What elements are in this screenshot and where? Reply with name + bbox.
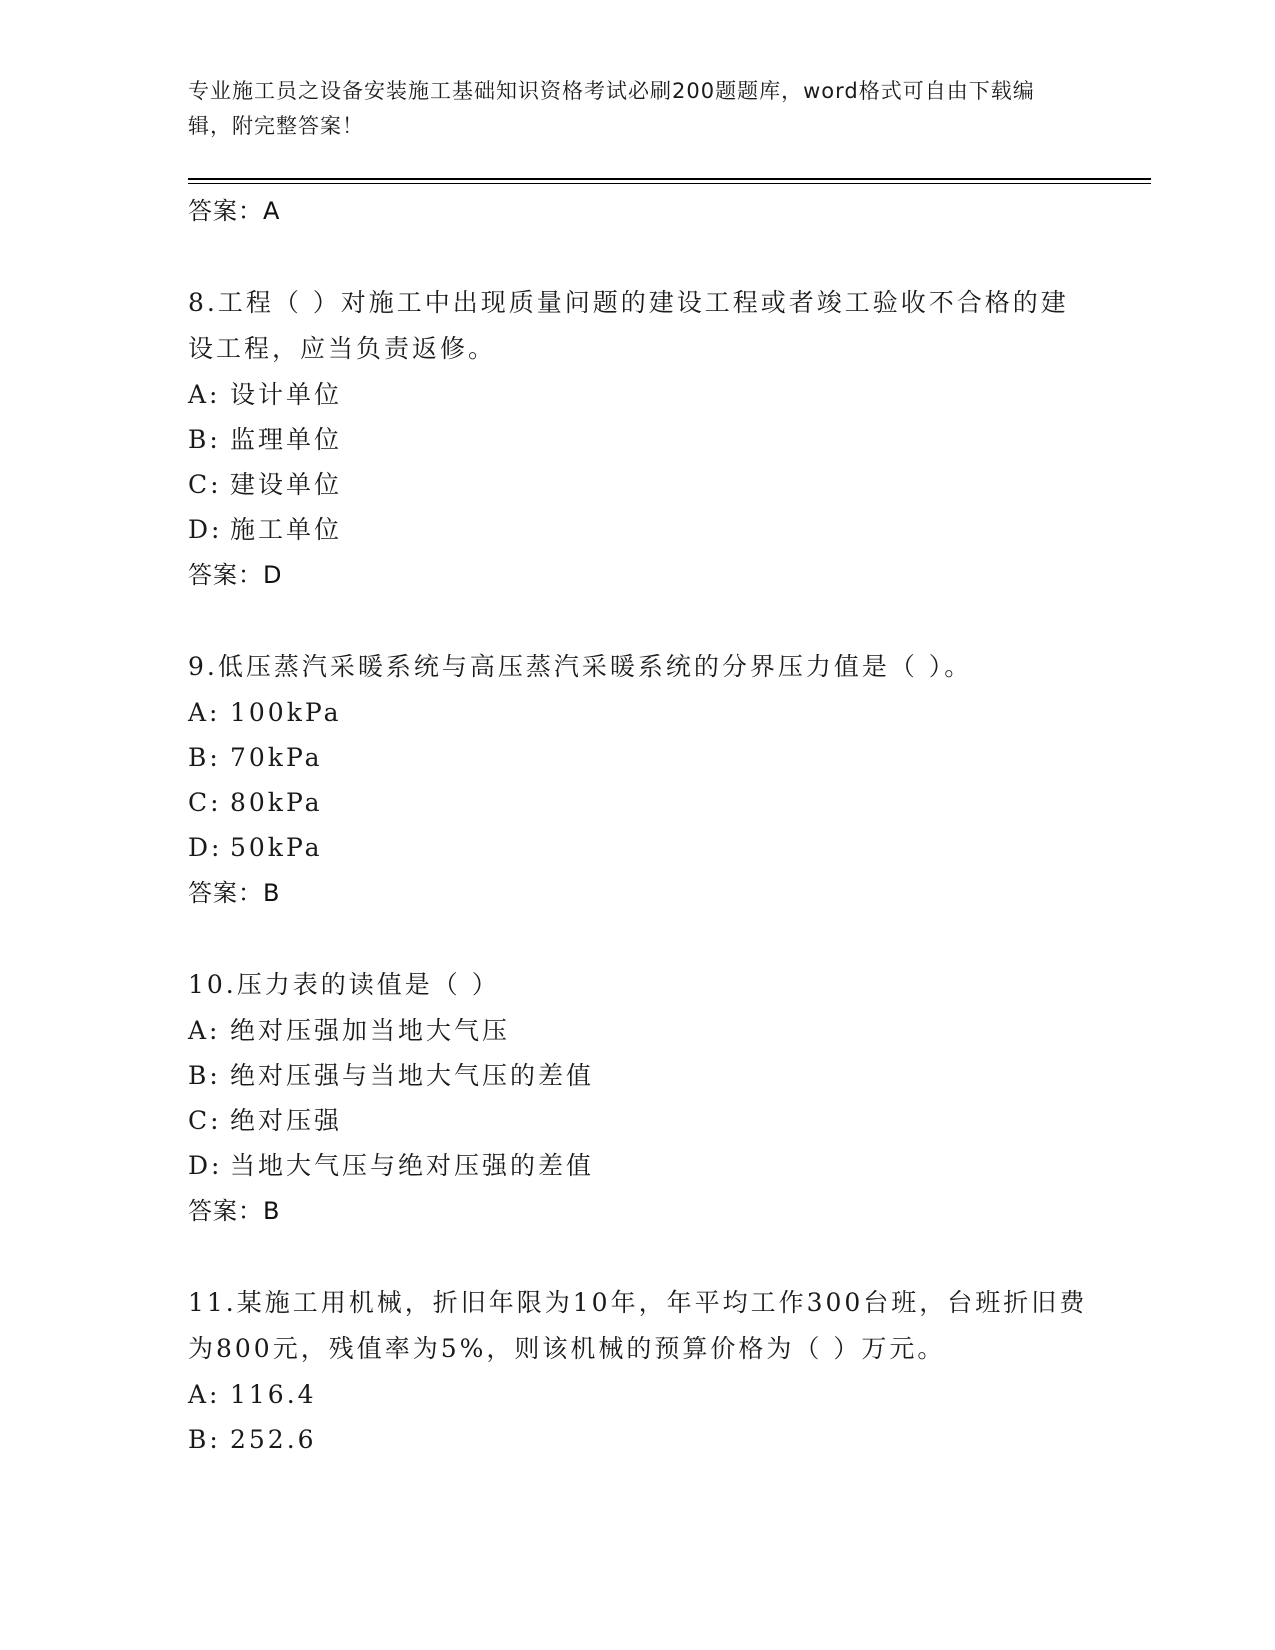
- option: [188, 780, 1088, 825]
- option: [188, 1143, 1088, 1188]
- question-block: [188, 1280, 1088, 1462]
- option-text: 监理单位: [230, 425, 343, 454]
- option-text: 80kPa: [230, 788, 323, 817]
- option-text: 绝对压强加当地大气压: [230, 1016, 511, 1045]
- option-key: B:: [188, 1425, 221, 1454]
- option-key: C:: [188, 470, 222, 499]
- question-text: 10.压力表的读值是（ ）: [188, 970, 500, 999]
- option-text: 116.4: [230, 1380, 317, 1409]
- option: [188, 825, 1088, 870]
- question-list: [188, 188, 1088, 1462]
- option-key: B:: [188, 1061, 221, 1090]
- option: [188, 417, 1088, 462]
- option: [188, 690, 1088, 735]
- option-key: D:: [188, 1151, 223, 1180]
- option-key: A:: [188, 1380, 221, 1409]
- answer-line: 答案：D: [188, 561, 283, 589]
- option-key: C:: [188, 1106, 222, 1135]
- header-divider-thin: [188, 183, 1151, 184]
- option-text: 设计单位: [230, 380, 343, 409]
- question-block: [188, 962, 1088, 1234]
- option-key: A:: [188, 1016, 221, 1045]
- option-text: 70kPa: [230, 743, 323, 772]
- question-block: [188, 644, 1088, 916]
- spacer: [188, 1234, 1088, 1280]
- option-key: A:: [188, 380, 221, 409]
- option-text: 施工单位: [230, 515, 343, 544]
- option-text: 当地大气压与绝对压强的差值: [230, 1151, 595, 1180]
- option: [188, 1417, 1088, 1462]
- option-key: B:: [188, 425, 221, 454]
- option-text: 绝对压强与当地大气压的差值: [230, 1061, 595, 1090]
- option: [188, 1053, 1088, 1098]
- question-text: 11.某施工用机械，折旧年限为10年，年平均工作300台班，台班折旧费为800元，残值率为5%，则该机械的预算价格为（ ）万元。: [188, 1288, 1088, 1363]
- option-text: 绝对压强: [230, 1106, 343, 1135]
- option: [188, 372, 1088, 417]
- option: [188, 462, 1088, 507]
- option: [188, 1008, 1088, 1053]
- spacer: [188, 598, 1088, 644]
- option: [188, 1372, 1088, 1417]
- option-text: 建设单位: [230, 470, 343, 499]
- option-text: 50kPa: [230, 833, 323, 862]
- spacer: [188, 916, 1088, 962]
- option: [188, 1098, 1088, 1143]
- option: [188, 735, 1088, 780]
- option-key: D:: [188, 833, 223, 862]
- option: [188, 507, 1088, 552]
- header-divider-thick: [188, 178, 1151, 180]
- answer-line: 答案：B: [188, 1197, 281, 1225]
- previous-answer: 答案：A: [188, 197, 281, 225]
- question-text: 9.低压蒸汽采暖系统与高压蒸汽采暖系统的分界压力值是（ ）。: [188, 652, 973, 681]
- spacer: [188, 234, 1088, 280]
- option-key: C:: [188, 788, 222, 817]
- option-text: 252.6: [230, 1425, 317, 1454]
- question-text: 8.工程（ ）对施工中出现质量问题的建设工程或者竣工验收不合格的建设工程，应当负责返修。: [188, 288, 1069, 363]
- option-key: B:: [188, 743, 221, 772]
- document-header: 专业施工员之设备安装施工基础知识资格考试必刷200题题库，word格式可自由下载编辑，附完整答案！: [188, 79, 1035, 138]
- option-text: 100kPa: [230, 698, 342, 727]
- question-block: [188, 280, 1088, 598]
- option-key: A:: [188, 698, 221, 727]
- answer-line: 答案：B: [188, 879, 281, 907]
- option-key: D:: [188, 515, 223, 544]
